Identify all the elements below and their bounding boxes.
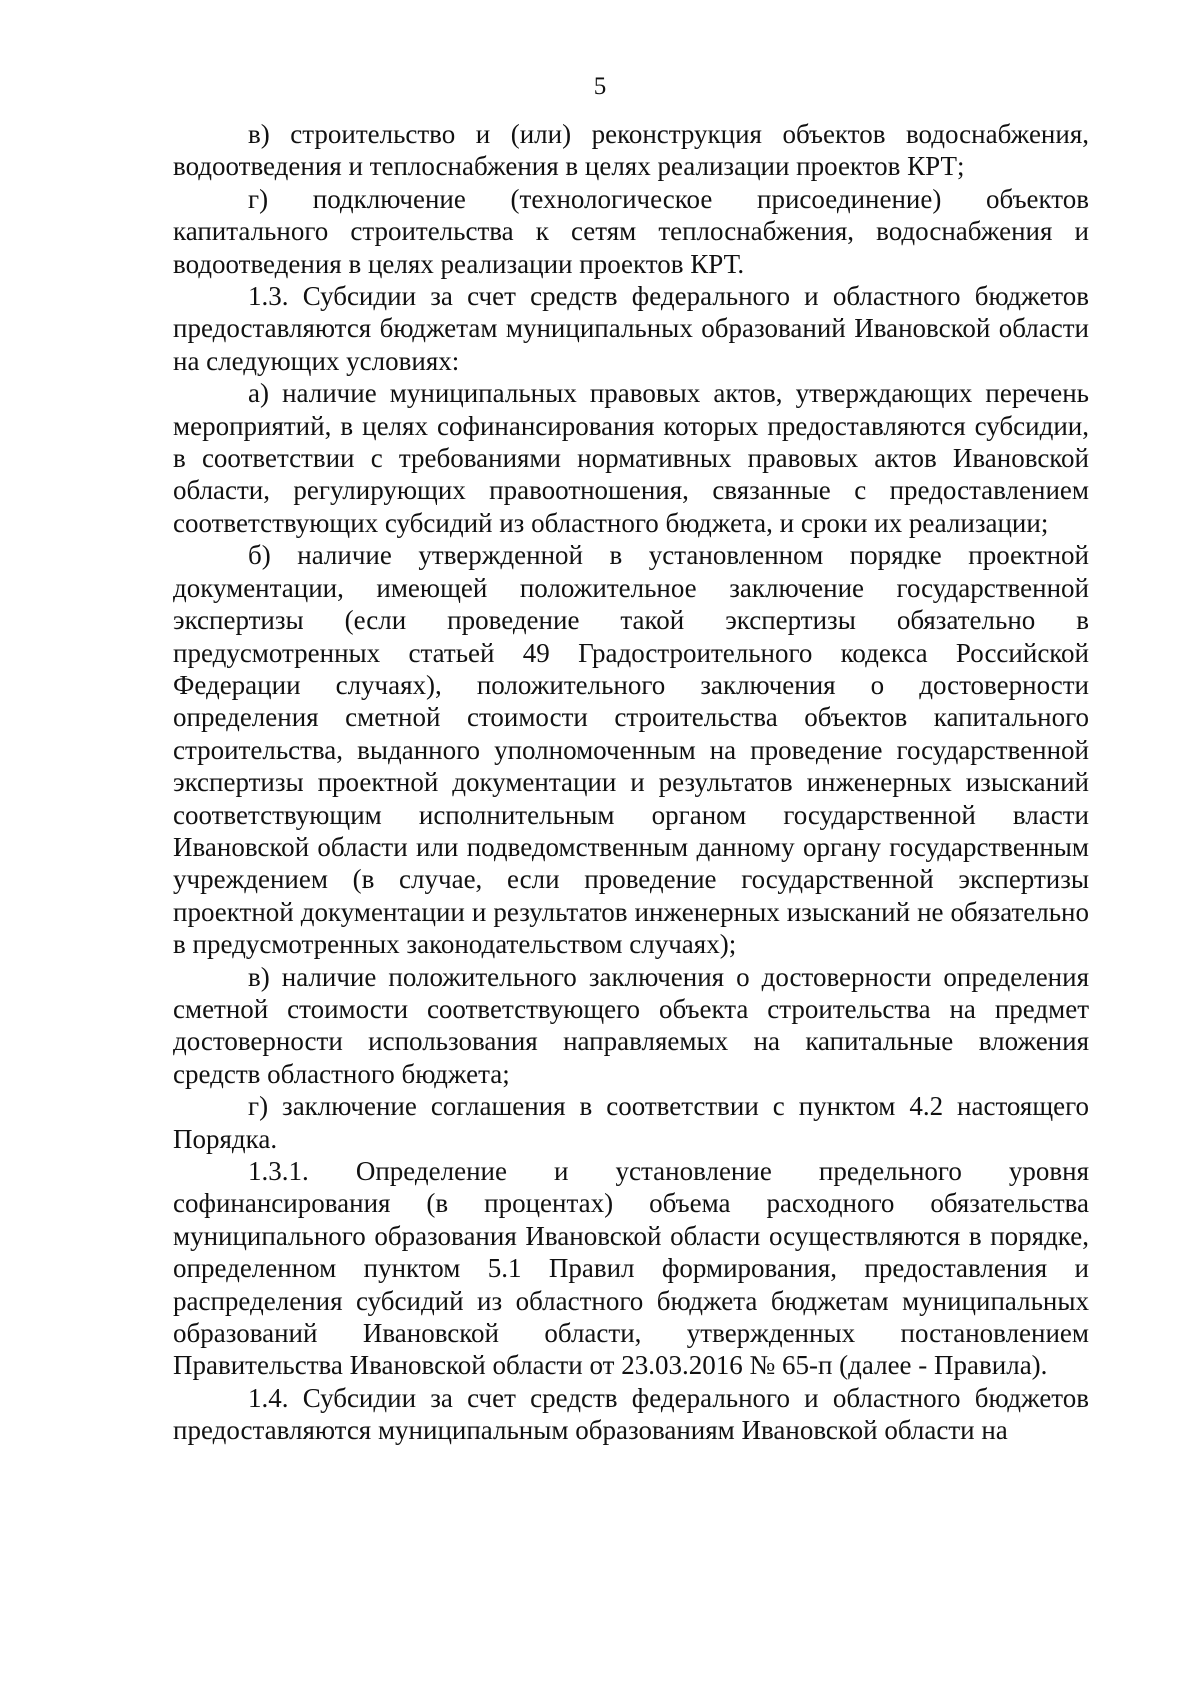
paragraph-item-v-construction: в) строительство и (или) реконструкция объектов водоснабжения, водоотведения и теплоснабжения в целях реализации проектов КРТ; (173, 119, 1089, 182)
paragraph-item-b-project-docs: б) наличие утвержденной в установленном порядке проектной документации, имеющей положительное заключение государственной экспертизы (если проведение такой экспертизы обязательно в предусмотренных статьей 49 Градостроительного кодекса Российской Федерации случаях), положительного заключения о достоверности определения сметной стоимости строительства объектов капитального строительства, выданного уполномоченным на проведение государственной экспертизы проектной документации и результатов инженерных изысканий соответствующим исполнительным органом государственной власти Ивановской области или подведомственным данному органу государственным учреждением (в случае, если проведение государственной экспертизы проектной документации и результатов инженерных изысканий не обязательно в предусмотренных законодательством случаях); (173, 540, 1089, 960)
paragraph-1-4-subsidies: 1.4. Субсидии за счет средств федерального и областного бюджетов предоставляются муниципальным образованиям Ивановской области на (173, 1382, 1089, 1446)
paragraph-1-3-1-cofinancing: 1.3.1. Определение и установление предельного уровня софинансирования (в процентах) объема расходного обязательства муниципального образования Ивановской области осуществляются в порядке, определенном пунктом 5.1 Правил формирования, предоставления и распределения субсидий из областного бюджета бюджетам муниципальных образований Ивановской области, утвержденных постановлением Правительства Ивановской области от 23.03.2016 № 65-п (далее - Правила). (173, 1156, 1089, 1381)
page-number: 5 (593, 73, 607, 100)
paragraph-item-g-connection: г) подключение (технологическое присоединение) объектов капитального строительства к сетям теплоснабжения, водоснабжения и водоотведения в целях реализации проектов КРТ. (173, 183, 1089, 279)
paragraph-1-3-conditions: 1.3. Субсидии за счет средств федерального и областного бюджетов предоставляются бюджетам муниципальных образований Ивановской области на следующих условиях: (173, 281, 1089, 376)
document-body (173, 118, 1089, 1447)
paragraph-item-v-estimate: в) наличие положительного заключения о достоверности определения сметной стоимости соответствующего объекта строительства на предмет достоверности использования направляемых на капитальные вложения средств областного бюджета; (173, 961, 1089, 1089)
paragraph-item-g-agreement: г) заключение соглашения в соответствии с пунктом 4.2 настоящего Порядка. (173, 1091, 1089, 1154)
paragraph-item-a-legal-acts: а) наличие муниципальных правовых актов, утверждающих перечень мероприятий, в целях софинансирования которых предоставляются субсидии, в соответствии с требованиями нормативных правовых актов Ивановской области, регулирующих правоотношения, связанные с предоставлением соответствующих субсидий из областного бюджета, и сроки их реализации; (173, 378, 1089, 538)
